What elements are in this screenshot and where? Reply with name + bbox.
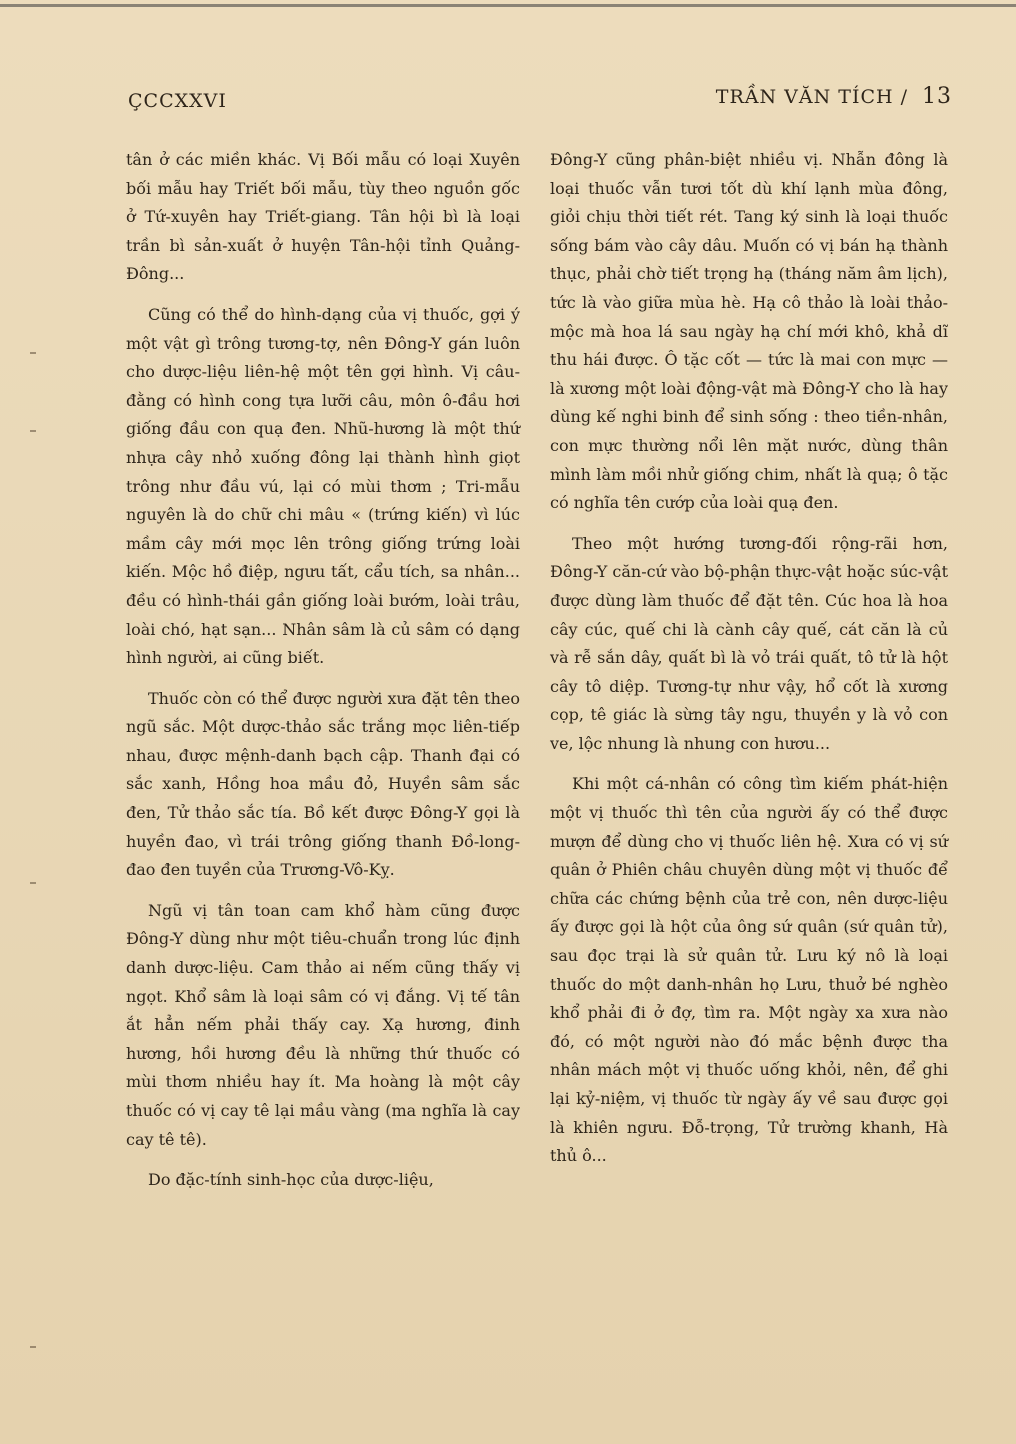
margin-mark (30, 882, 36, 884)
margin-mark (30, 1346, 36, 1348)
top-edge-line (0, 4, 1016, 7)
right-column (550, 146, 948, 1183)
paragraph: Đông-Y cũng phân-biệt nhiều vị. Nhẫn đông là loại thuốc vẫn tươi tốt dù khí lạnh mùa đông, giỏi chịu thời tiết rét. Tang ký sinh là loại thuốc sống bám vào cây dâu. Muốn có vị bán hạ thành thục, phải chờ tiết trọng hạ (tháng năm âm lịch), tức là vào giữa mùa hè. Hạ cô thảo là loài thảo-mộc mà hoa lá sau ngày hạ chí mới khô, khả dĩ thu hái được. Ô tặc cốt — tức là mai con mực — là xương một loài động-vật mà Đông-Y cho là hay dùng kế nghi binh để sinh sống : theo tiền-nhân, con mực thường nổi lên mặt nước, dùng thân mình làm mồi nhử giống chim, nhất là quạ; ô tặc có nghĩa tên cướp của loài quạ đen. (550, 150, 948, 513)
paragraph: Do đặc-tính sinh-học của dược-liệu, (148, 1170, 434, 1190)
running-head (716, 84, 952, 109)
paragraph: Ngũ vị tân toan cam khổ hàm cũng được Đông-Y dùng như một tiêu-chuẩn trong lúc định danh dược-liệu. Cam thảo ai nếm cũng thấy vị ngọt. Khổ sâm là loại sâm có vị đắng. Vị tế tân ắt hẳn nếm phải thấy cay. Xạ hương, đinh hương, hồi hương đều là những thứ thuốc có mùi thơm nhiều hay ít. Ma hoàng là một cây thuốc có vị cay tê lại mầu vàng (ma nghĩa là cay cay tê tê). (126, 900, 520, 1149)
running-head-title: TRẦN VĂN TÍCH / (715, 86, 908, 108)
paragraph: Thuốc còn có thể được người xưa đặt tên theo ngũ sắc. Một dược-thảo sắc trắng mọc liên-tiếp nhau, được mệnh-danh bạch cập. Thanh đại có sắc xanh, Hồng hoa mầu đỏ, Huyền sâm sắc đen, Tử thảo sắc tía. Bồ kết được Đông-Y gọi là huyền đao, vì trái trông giống thanh Đồ-long-đao đen tuyền của Trương-Vô-Kỵ. (126, 688, 520, 880)
margin-mark (30, 430, 36, 432)
paragraph: Theo một hướng tương-đối rộng-rãi hơn, Đông-Y căn-cứ vào bộ-phận thực-vật hoặc súc-vật được dùng làm thuốc để đặt tên. Cúc hoa là hoa cây cúc, quế chi là cành cây quế, cát căn là củ và rễ sắn dây, quất bì là vỏ trái quất, tô tử là hột cây tô diệp. Tương-tự như vậy, hổ cốt là xương cọp, tê giác là sừng tây ngu, thuyền y là vỏ con ve, lộc nhung là nhung con hươu... (550, 533, 948, 753)
paragraph: tân ở các miền khác. Vị Bối mẫu có loại Xuyên bối mẫu hay Triết bối mẫu, tùy theo nguồn gốc ở Tứ-xuyên hay Triết-giang. Tân hội bì là loại trần bì sản-xuất ở huyện Tân-hội tỉnh Quảng-Đông... (126, 150, 520, 284)
margin-mark (30, 352, 36, 354)
paragraph: Cũng có thể do hình-dạng của vị thuốc, gợi ý một vật gì trông tương-tợ, nên Đông-Y gán luôn cho dược-liệu liên-hệ một tên gợi hình. Vị câu-đằng có hình cong tựa lưỡi câu, môn ô-đầu hơi giống đầu con quạ đen. Nhũ-hương là một thứ nhựa cây nhỏ xuống đông lại thành hình giọt trông như đầu vú, lại có mùi thơm ; Tri-mẫu nguyên là do chữ chi mâu « (trứng kiến) vì lúc mầm cây mới mọc lên trông giống trứng loài kiến. Mộc hồ điệp, ngưu tất, cẩu tích, sa nhân... đều có hình-thái gần giống loài bướm, loài trâu, loài chó, hạt sạn... Nhân sâm là củ sâm có dạng hình người, ai cũng biết. (126, 304, 520, 668)
running-head-roman: ÇCCXXVI (128, 90, 227, 112)
paragraph: Khi một cá-nhân có công tìm kiếm phát-hiện một vị thuốc thì tên của người ấy có thể được mượn để dùng cho vị thuốc liên hệ. Xưa có vị sứ quân ở Phiên châu chuyên dùng một vị thuốc để chữa các chứng bệnh của trẻ con, nên dược-liệu ấy được gọi là hột của ông sứ quân (sứ quân tử), sau đọc trại là sử quân tử. Lưu ký nô là loại thuốc do một danh-nhân họ Lưu, thuở bé nghèo khổ phải đi ở đợ, tìm ra. Một ngày xa xưa nào đó, có một người nào đó mắc bệnh được tha nhân mách một vị thuốc uống khỏi, nên, để ghi lại kỷ-niệm, vị thuốc từ ngày ấy về sau được gọi là khiên ngưu. Đỗ-trọng, Tử trường khanh, Hà thủ ô... (550, 774, 948, 1166)
page-number: 13 (922, 84, 952, 109)
left-column (126, 146, 520, 1207)
